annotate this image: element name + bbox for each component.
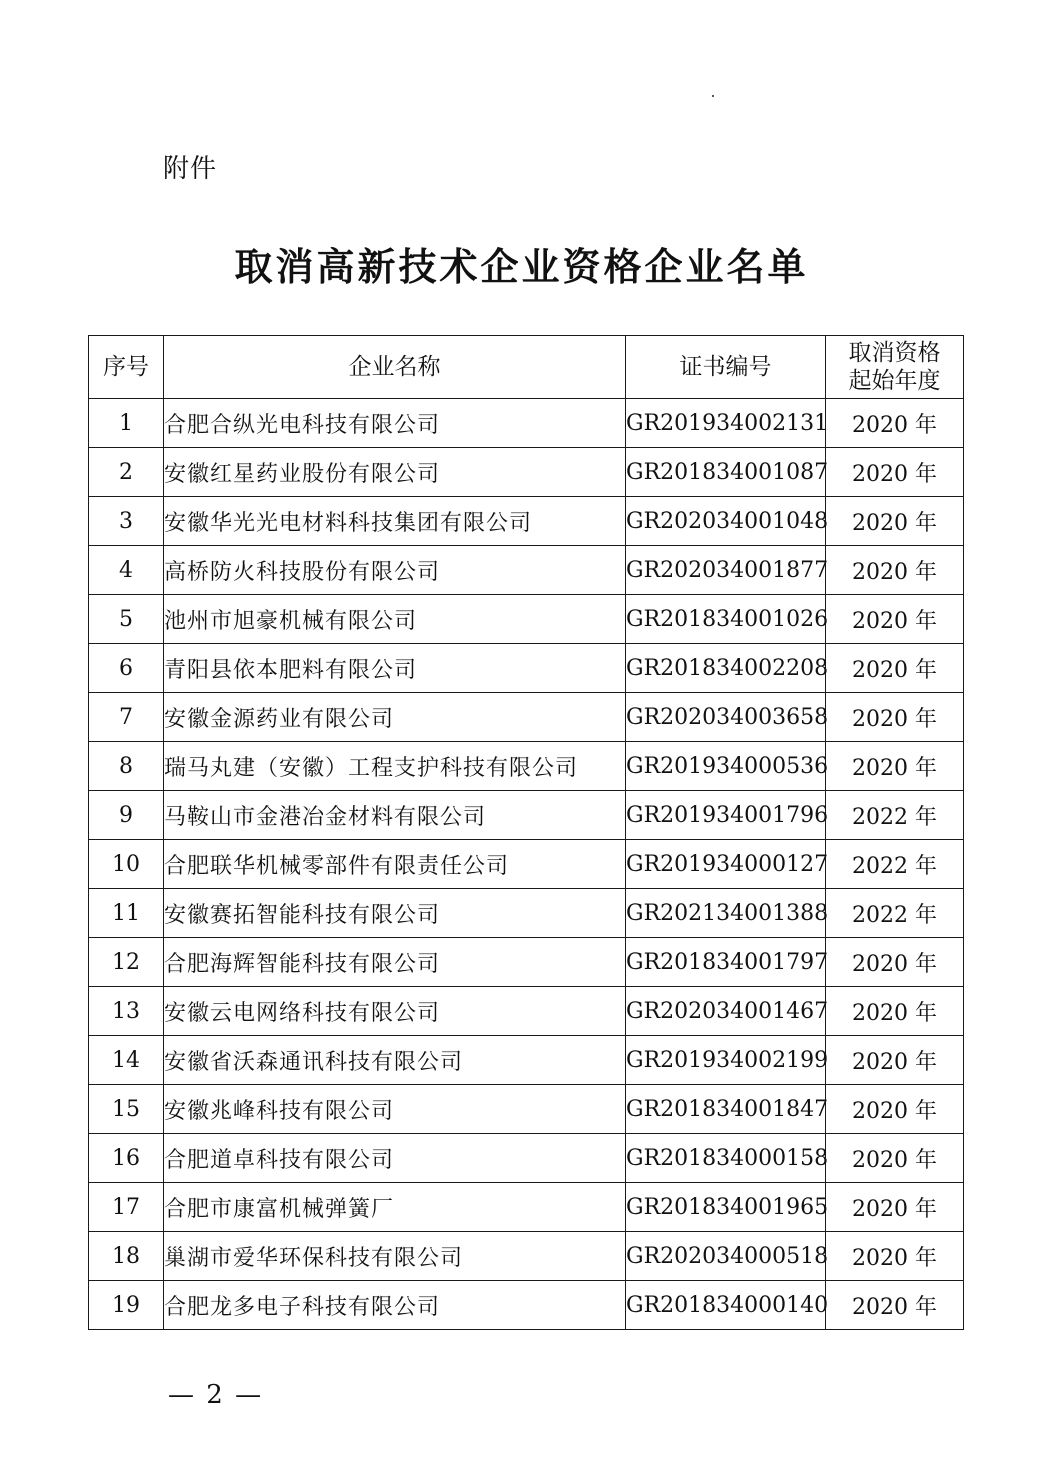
row-certificate-number: GR201934002131 [626,399,826,448]
table-body [89,399,964,1330]
row-revocation-year: 2020 年 [826,1281,964,1330]
row-index: 11 [89,889,164,938]
table-row [89,1085,964,1134]
row-certificate-number: GR202034001877 [626,546,826,595]
scan-speck [712,95,714,97]
row-certificate-number: GR202034000518 [626,1232,826,1281]
table-row [89,1036,964,1085]
row-revocation-year: 2020 年 [826,742,964,791]
row-certificate-number: GR201934000536 [626,742,826,791]
table-row [89,938,964,987]
row-enterprise-name: 安徽兆峰科技有限公司 [164,1085,626,1134]
row-certificate-number: GR201834000140 [626,1281,826,1330]
row-enterprise-name: 合肥市康富机械弹簧厂 [164,1183,626,1232]
row-index: 15 [89,1085,164,1134]
row-index: 13 [89,987,164,1036]
row-index: 19 [89,1281,164,1330]
table-row [89,791,964,840]
row-certificate-number: GR202034003658 [626,693,826,742]
row-certificate-number: GR201934002199 [626,1036,826,1085]
row-enterprise-name: 巢湖市爱华环保科技有限公司 [164,1232,626,1281]
row-revocation-year: 2022 年 [826,791,964,840]
row-revocation-year: 2020 年 [826,1134,964,1183]
row-index: 5 [89,595,164,644]
row-index: 2 [89,448,164,497]
header-index: 序号 [89,336,164,399]
row-enterprise-name: 合肥联华机械零部件有限责任公司 [164,840,626,889]
row-enterprise-name: 高桥防火科技股份有限公司 [164,546,626,595]
row-index: 7 [89,693,164,742]
row-revocation-year: 2020 年 [826,644,964,693]
row-enterprise-name: 池州市旭豪机械有限公司 [164,595,626,644]
header-cert: 证书编号 [626,336,826,399]
header-year-line2: 起始年度 [848,368,941,394]
row-index: 3 [89,497,164,546]
row-enterprise-name: 安徽金源药业有限公司 [164,693,626,742]
row-enterprise-name: 安徽赛拓智能科技有限公司 [164,889,626,938]
row-index: 14 [89,1036,164,1085]
row-enterprise-name: 合肥海辉智能科技有限公司 [164,938,626,987]
row-enterprise-name: 合肥龙多电子科技有限公司 [164,1281,626,1330]
row-revocation-year: 2022 年 [826,889,964,938]
row-index: 16 [89,1134,164,1183]
row-certificate-number: GR201834002208 [626,644,826,693]
row-enterprise-name: 合肥道卓科技有限公司 [164,1134,626,1183]
row-index: 6 [89,644,164,693]
header-year [826,336,964,399]
table-row [89,448,964,497]
document-title: 取消高新技术企业资格企业名单 [234,245,809,289]
row-revocation-year: 2020 年 [826,448,964,497]
row-enterprise-name: 瑞马丸建（安徽）工程支护科技有限公司 [164,742,626,791]
row-certificate-number: GR202034001467 [626,987,826,1036]
row-revocation-year: 2022 年 [826,840,964,889]
table-row [89,497,964,546]
row-enterprise-name: 合肥合纵光电科技有限公司 [164,399,626,448]
row-index: 4 [89,546,164,595]
row-revocation-year: 2020 年 [826,497,964,546]
row-certificate-number: GR201834001965 [626,1183,826,1232]
row-certificate-number: GR201934001796 [626,791,826,840]
table-row [89,1183,964,1232]
table-row [89,1281,964,1330]
row-enterprise-name: 安徽红星药业股份有限公司 [164,448,626,497]
row-revocation-year: 2020 年 [826,546,964,595]
table-row [89,399,964,448]
row-enterprise-name: 安徽华光光电材料科技集团有限公司 [164,497,626,546]
row-index: 1 [89,399,164,448]
row-revocation-year: 2020 年 [826,1232,964,1281]
page-number: — 2 — [168,1380,264,1410]
row-enterprise-name: 安徽云电网络科技有限公司 [164,987,626,1036]
header-year-line1: 取消资格 [848,340,941,366]
row-enterprise-name: 安徽省沃森通讯科技有限公司 [164,1036,626,1085]
row-certificate-number: GR201934000127 [626,840,826,889]
revoked-enterprise-table [88,335,964,1330]
row-revocation-year: 2020 年 [826,938,964,987]
row-certificate-number: GR201834001847 [626,1085,826,1134]
table-header-row [89,336,964,399]
row-certificate-number: GR201834001087 [626,448,826,497]
row-index: 10 [89,840,164,889]
table-row [89,546,964,595]
table-row [89,742,964,791]
table-row [89,644,964,693]
row-index: 9 [89,791,164,840]
attachment-label: 附件 [163,154,218,184]
table-row [89,889,964,938]
row-enterprise-name: 青阳县依本肥料有限公司 [164,644,626,693]
row-enterprise-name: 马鞍山市金港冶金材料有限公司 [164,791,626,840]
row-index: 18 [89,1232,164,1281]
row-certificate-number: GR201834001797 [626,938,826,987]
row-revocation-year: 2020 年 [826,1085,964,1134]
table-row [89,840,964,889]
row-revocation-year: 2020 年 [826,595,964,644]
table-row [89,1134,964,1183]
table-row [89,1232,964,1281]
row-certificate-number: GR201834000158 [626,1134,826,1183]
table-row [89,595,964,644]
row-certificate-number: GR202034001048 [626,497,826,546]
header-name: 企业名称 [164,336,626,399]
row-revocation-year: 2020 年 [826,1036,964,1085]
row-certificate-number: GR202134001388 [626,889,826,938]
row-revocation-year: 2020 年 [826,399,964,448]
row-index: 8 [89,742,164,791]
row-revocation-year: 2020 年 [826,693,964,742]
row-index: 12 [89,938,164,987]
row-revocation-year: 2020 年 [826,987,964,1036]
table-row [89,987,964,1036]
table-row [89,693,964,742]
row-certificate-number: GR201834001026 [626,595,826,644]
row-index: 17 [89,1183,164,1232]
row-revocation-year: 2020 年 [826,1183,964,1232]
